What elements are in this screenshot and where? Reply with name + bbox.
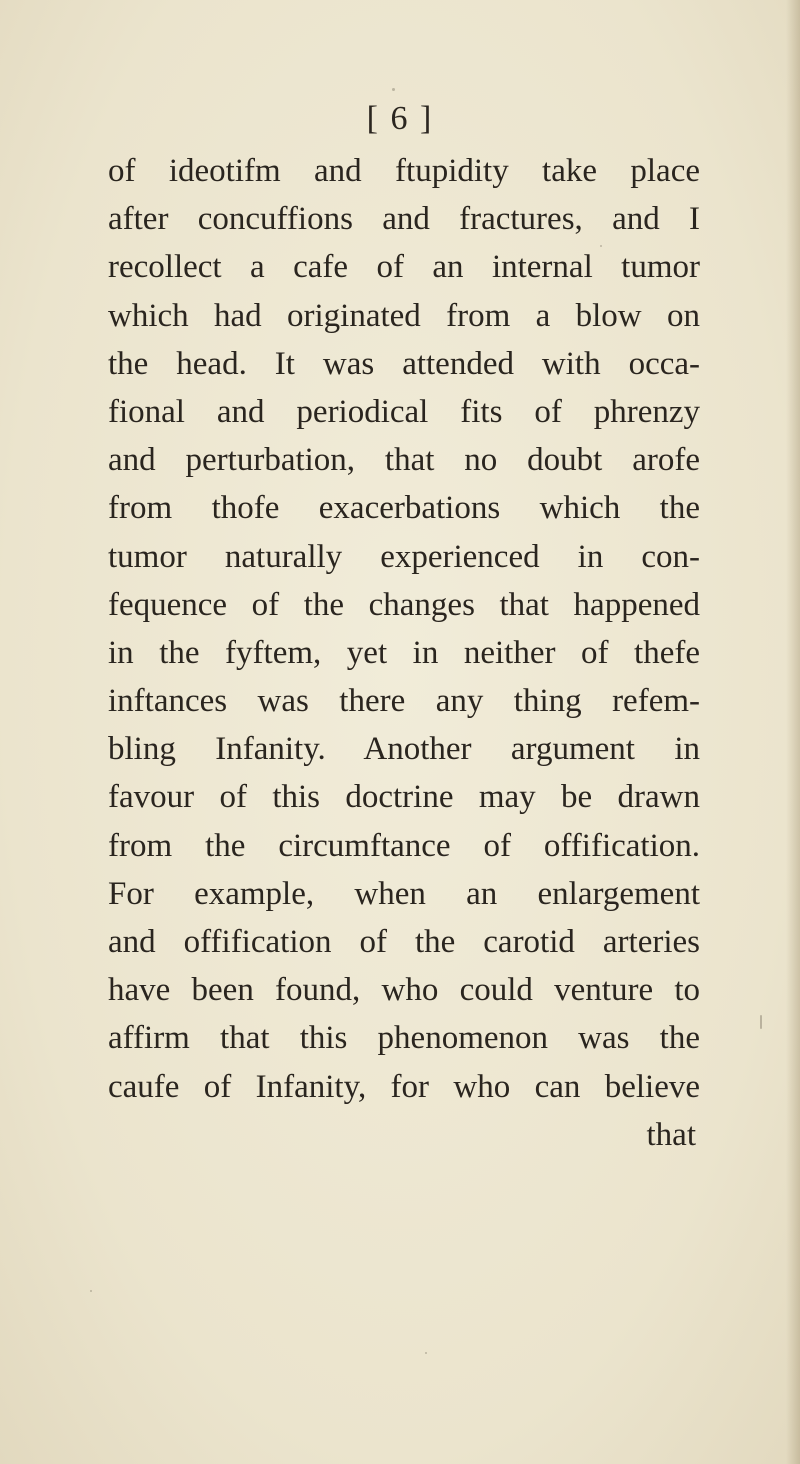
- body-text: [108, 147, 700, 1159]
- text-line: recollect a cafe of an internal tumor: [108, 249, 700, 286]
- paper-speck: [425, 1352, 427, 1354]
- text-line: caufe of Infanity, for who can believe: [108, 1068, 700, 1105]
- text-line: from the circumftance of offification.: [108, 827, 700, 864]
- text-line: and perturbation, that no doubt arofe: [108, 442, 700, 479]
- text-line: in the fyftem, yet in neither of thefe: [108, 634, 700, 671]
- text-line: fional and periodical fits of phrenzy: [108, 393, 700, 430]
- text-line: tumor naturally experienced in con-: [108, 538, 700, 575]
- catchword: that: [646, 1116, 696, 1153]
- page-number: [ 6 ]: [366, 100, 434, 137]
- text-line: and offification of the carotid arteries: [108, 924, 700, 960]
- page-edge-shadow: [786, 0, 800, 1464]
- text-line: affirm that this phenomenon was the: [108, 1020, 700, 1057]
- text-line: the head. It was attended with occa-: [108, 345, 700, 382]
- text-line: have been found, who could venture to: [108, 972, 700, 1009]
- paper-speck: [90, 1290, 92, 1292]
- paper-speck: [392, 88, 395, 91]
- text-line: bling Infanity. Another argument in: [108, 731, 700, 768]
- text-line: from thofe exacerbations which the: [108, 490, 700, 527]
- paper-speck: [760, 1015, 762, 1029]
- paper-speck: [600, 245, 602, 247]
- text-line: fequence of the changes that happened: [108, 586, 700, 623]
- text-line: For example, when an enlargement: [108, 875, 700, 912]
- text-line: after concuffions and fractures, and I: [108, 201, 700, 238]
- text-line: inftances was there any thing refem-: [108, 683, 700, 720]
- text-line: which had originated from a blow on: [108, 297, 700, 334]
- text-line: favour of this doctrine may be drawn: [108, 779, 700, 816]
- text-line: of ideotifm and ftupidity take place: [108, 153, 700, 189]
